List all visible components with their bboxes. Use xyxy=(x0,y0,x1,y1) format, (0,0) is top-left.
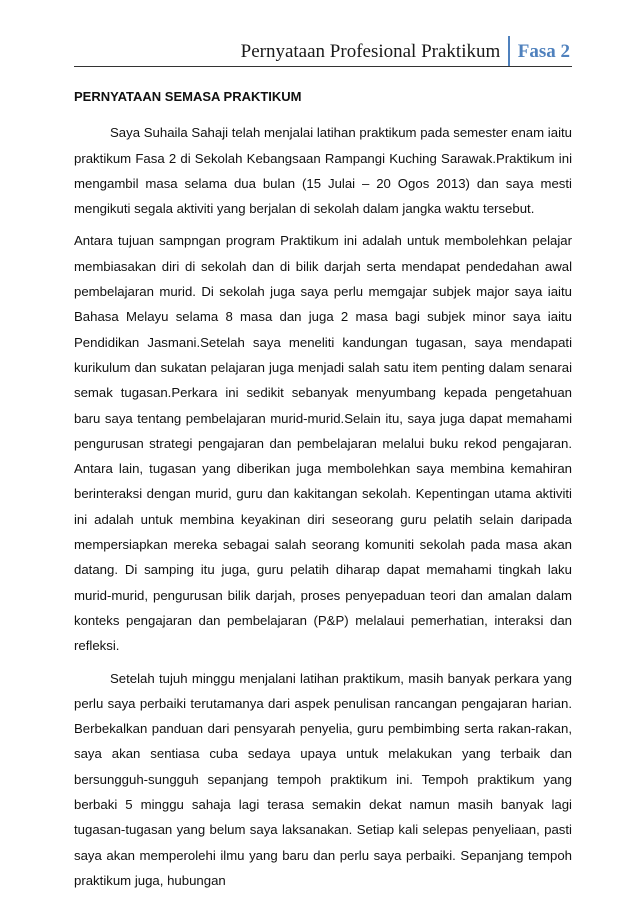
document-body xyxy=(74,84,572,900)
paragraph-3: Setelah tujuh minggu menjalani latihan praktikum, masih banyak perkara yang perlu saya perbaiki terutamanya dari aspek penulisan rancangan pengajaran harian. Berbekalkan panduan dari pensyarah penyelia, guru pembimbing serta rakan-rakan, saya akan sentiasa cuba sedaya upaya untuk melakukan yang terbaik dan bersungguh-sungguh sepanjang tempoh praktikum ini. Tempoh praktikum yang berbaki 5 minggu sahaja lagi terasa semakin dekat namun masih banyak lagi tugasan-tugasan yang belum saya laksanakan. Setiap kali selepas penyeliaan, pasti saya akan memperolehi ilmu yang baru dan perlu saya perbaiki. Sepanjang tempoh praktikum juga, hubungan xyxy=(74,670,572,888)
paragraph-2: Antara tujuan sampngan program Praktikum ini adalah untuk membolehkan pelajar membiasakan diri di sekolah dan di bilik darjah serta mendapat pendedahan awal pembelajaran murid. Di sekolah juga saya perlu memgajar subjek major saya iaitu Bahasa Melayu selama 8 masa dan juga 2 masa bagi subjek minor saya iaitu Pendidikan Jasmani.Setelah saya meneliti kandungan tugasan, saya mendapati kurikulum dan sukatan pelajaran juga menjadi salah satu item penting dalam senarai semak tugasan.Perkara ini sedikit sebanyak menyumbang kepada pengetahuan baru saya tentang pembelajaran murid-murid.Selain itu, saya juga dapat memahami pengurusan strategi pengajaran dan pembelajaran melalui buku rekod pengajaran. Antara lain, tugasan yang diberikan juga membolehkan saya membina kemahiran berinteraksi dengan murid, guru dan kakitangan sekolah. Kepentingan utama aktiviti ini adalah untuk membina keyakinan diri seseorang guru pelatih selain daripada mempersiapkan mereka sebagai salah seorang komuniti sekolah pada masa akan datang. Di samping itu juga, guru pelatih diharap dapat memahami tingkah laku murid-murid, pengurusan bilik darjah, proses penyepaduan teori dan amalan dalam konteks pengajaran dan pembelajaran (P&P) melalaui pemerhatian, interaksi dan refleksi. xyxy=(74,233,572,654)
page-header xyxy=(74,36,572,67)
header-phase: Fasa 2 xyxy=(517,41,570,62)
header-title: Pernyataan Profesional Praktikum xyxy=(240,41,501,62)
section-heading: PERNYATAAN SEMASA PRAKTIKUM xyxy=(74,89,302,104)
paragraph-1: Saya Suhaila Sahaji telah menjalai latihan praktikum pada semester enam iaitu praktikum Fasa 2 di Sekolah Kebangsaan Rampangi Kuching Sarawak.Praktikum ini mengambil masa selama dua bulan (15 Julai – 20 Ogos 2013) dan saya mesti mengikuti segala aktiviti yang berjalan di sekolah dalam jangka waktu tersebut. xyxy=(74,125,572,217)
